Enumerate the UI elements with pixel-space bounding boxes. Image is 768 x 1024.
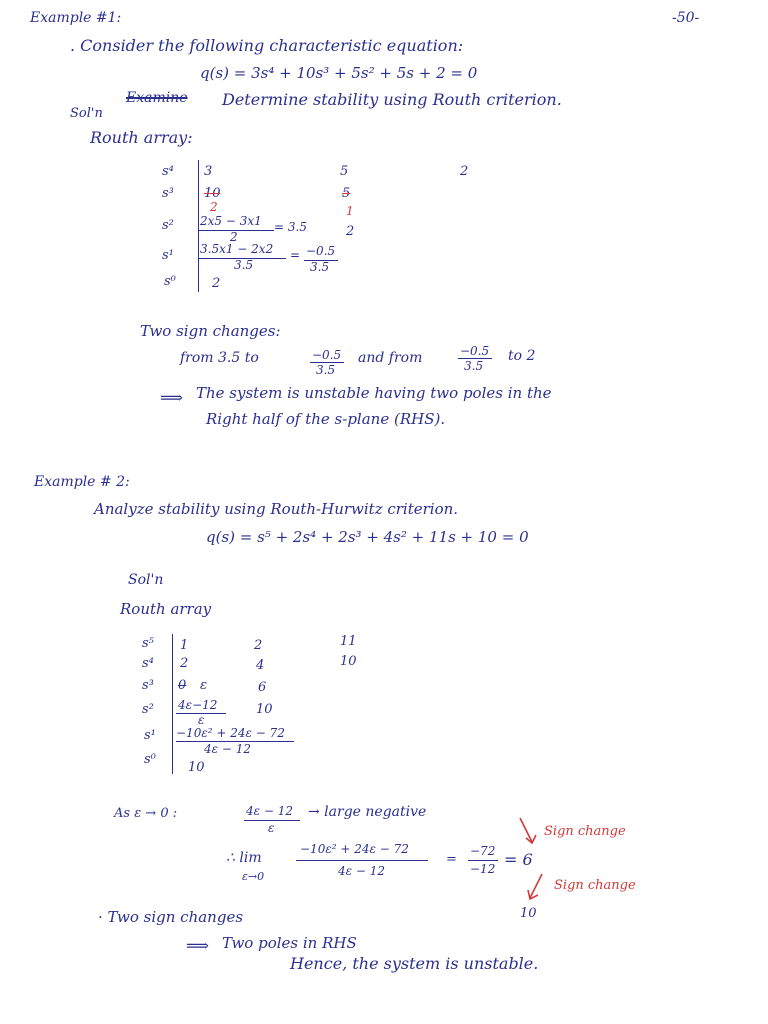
ex2-heading: Example # 2:	[34, 474, 130, 490]
ex1-conclusion-line2: Right half of the s-plane (RHS).	[206, 410, 446, 428]
ex1-task: Determine stability using Routh criterion.	[222, 90, 562, 109]
ex1-row-s1-power: s¹	[162, 248, 174, 263]
ex2-sign-change-2: Sign change	[554, 878, 636, 893]
ex2-row-s5-power: s⁵	[142, 636, 154, 651]
ex2-row-s1-den: 4ε − 12	[204, 742, 252, 756]
ex1-from-part1: from 3.5 to	[180, 350, 259, 366]
ex1-row-s2-c2: 2	[346, 224, 355, 239]
ex2-row-s1-power: s¹	[144, 728, 156, 743]
ex2-two-poles: Two poles in RHS	[222, 934, 357, 952]
ex1-frac-a-den: 3.5	[316, 363, 336, 377]
ex2-large-negative: → large negative	[308, 804, 427, 820]
ex2-lim-res-den: −12	[470, 862, 496, 876]
ex1-frac-b-num: −0.5	[460, 344, 490, 358]
ex2-row-s4-c3: 10	[340, 654, 357, 669]
ex2-row-s4-c2: 4	[256, 658, 265, 673]
ex1-row-s3-c2: 5	[342, 186, 351, 201]
ex1-frac-a-num: −0.5	[312, 348, 342, 362]
ex2-lim-den: 4ε − 12	[338, 864, 386, 878]
ex2-frac-den: ε	[268, 821, 275, 835]
ex2-row-s2-den: ε	[198, 713, 205, 727]
ex1-conclusion-line1: The system is unstable having two poles in the	[196, 384, 552, 402]
ex2-row-s3-c1-struck: 0	[178, 678, 187, 693]
ex1-row-s3-c1: 10	[204, 186, 221, 201]
ex2-ten: 10	[520, 906, 537, 921]
ex2-row-s0-power: s⁰	[144, 752, 156, 767]
ex2-as-eps: As ε → 0 :	[114, 806, 178, 821]
ex2-two-poles-arrow: ⟹	[186, 936, 209, 955]
ex1-row-s1-res-den: 3.5	[310, 260, 330, 274]
ex2-row-s3-power: s³	[142, 678, 154, 693]
ex1-heading: Example #1:	[30, 10, 122, 26]
ex2-row-s5-c2: 2	[254, 638, 263, 653]
ex2-lim-num: −10ε² + 24ε − 72	[300, 842, 409, 856]
ex2-row-s4-power: s⁴	[142, 656, 154, 671]
ex1-row-s4-c2: 5	[340, 164, 349, 179]
ex2-row-s5-c3: 11	[340, 634, 357, 649]
page-number: -50-	[672, 10, 700, 26]
ex1-sign-changes: Two sign changes:	[140, 322, 281, 340]
ex1-row-s0-c1: 2	[212, 276, 221, 291]
ex1-row-s2-num: 2x5 − 3x1	[200, 214, 262, 228]
ex2-row-s1-num: −10ε² + 24ε − 72	[176, 726, 285, 740]
ex1-row-s4-c1: 3	[204, 164, 213, 179]
ex1-row-s3-c2-reduced: 1	[346, 204, 354, 218]
ex1-sol: Sol'n	[70, 106, 103, 121]
ex2-sign-change-1: Sign change	[544, 824, 626, 839]
ex1-crossed-word: Examine	[126, 90, 188, 106]
ex1-and-from: and from	[358, 350, 423, 366]
ex2-row-s0-c1: 10	[188, 760, 205, 775]
ex2-row-s3-c1: ε	[200, 678, 207, 693]
ex1-frac-b-den: 3.5	[464, 359, 484, 373]
ex1-row-s4-c3: 2	[460, 164, 469, 179]
ex1-equation: q(s) = 3s⁴ + 10s³ + 5s² + 5s + 2 = 0	[200, 64, 478, 82]
ex2-sol: Sol'n	[128, 572, 164, 588]
ex1-row-s4-power: s⁴	[162, 164, 174, 179]
ex2-row-s2-c2: 10	[256, 702, 273, 717]
ex2-task: Analyze stability using Routh-Hurwitz criterion.	[94, 500, 459, 518]
ex2-row-s2-power: s²	[142, 702, 154, 717]
ex2-lim-label: ∴ lim	[226, 850, 262, 866]
ex2-row-s3-c2: 6	[258, 680, 267, 695]
ex1-row-s2-power: s²	[162, 218, 174, 233]
ex1-row-s2-den: 2	[230, 230, 238, 244]
ex2-routh-label: Routh array	[120, 600, 212, 618]
ex2-lim-result: = 6	[504, 850, 533, 869]
ex1-row-s1-eq: =	[290, 248, 301, 262]
ex1-conclusion-arrow: ⟹	[160, 388, 183, 407]
ex1-routh-label: Routh array:	[90, 128, 193, 147]
ex1-row-s1-res-num: −0.5	[306, 244, 336, 258]
ex1-row-s2-result: = 3.5	[274, 220, 307, 234]
ex2-lim-sub: ε→0	[242, 870, 265, 883]
ex2-hence: Hence, the system is unstable.	[290, 954, 539, 973]
ex2-equation: q(s) = s⁵ + 2s⁴ + 2s³ + 4s² + 11s + 10 = 0	[206, 528, 529, 546]
ex1-row-s1-den: 3.5	[234, 258, 254, 272]
ex2-two-sign-changes: · Two sign changes	[98, 908, 244, 926]
ex1-to-2: to 2	[508, 348, 536, 364]
ex2-row-s2-num: 4ε−12	[178, 698, 218, 712]
ex1-row-s0-power: s⁰	[164, 274, 176, 289]
ex2-row-s5-c1: 1	[180, 638, 189, 653]
ex2-row-s4-c1: 2	[180, 656, 189, 671]
ex1-prompt: . Consider the following characteristic equation:	[70, 36, 464, 55]
ex2-lim-res-num: −72	[470, 844, 496, 858]
ex2-frac-num: 4ε − 12	[246, 804, 294, 818]
ex2-lim-eq: =	[446, 852, 457, 867]
ex1-row-s3-power: s³	[162, 186, 174, 201]
ex1-row-s1-num: 3.5x1 − 2x2	[200, 242, 274, 256]
ex1-row-s3-c1-reduced: 2	[210, 200, 218, 214]
